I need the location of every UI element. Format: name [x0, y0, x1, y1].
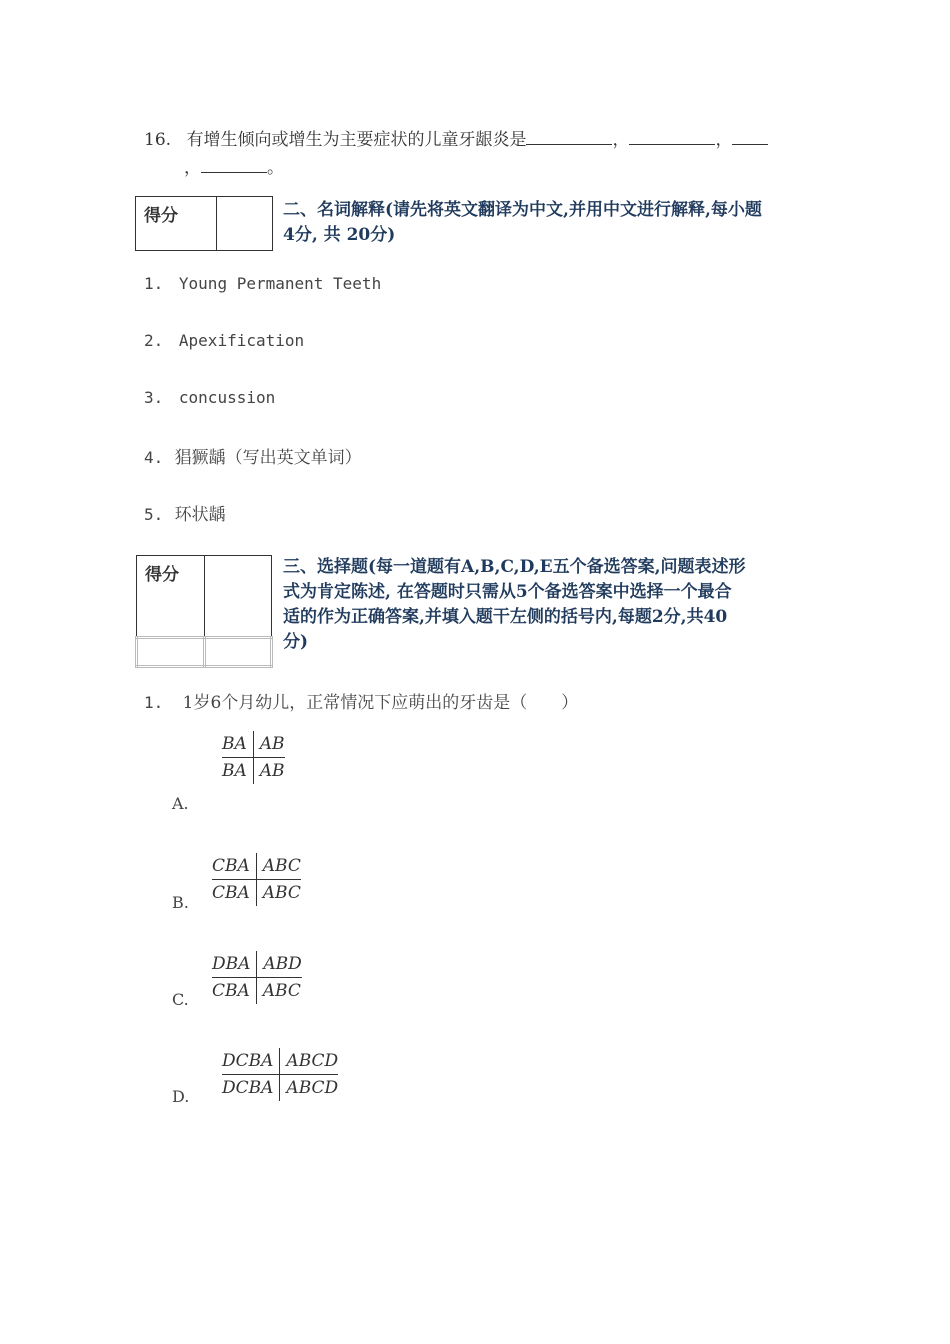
option-label-c[interactable]: C. — [172, 990, 189, 1009]
item-text: 环状龋 — [174, 505, 226, 525]
answer-blank[interactable] — [629, 126, 715, 145]
upper-left: BA — [222, 731, 254, 757]
lower-left: CBA — [212, 880, 257, 906]
tooth-notation-c — [212, 951, 302, 1004]
upper-left: CBA — [212, 853, 257, 879]
tooth-notation-b — [212, 853, 301, 906]
lower-left: DCBA — [222, 1075, 280, 1101]
score-label: 得分 — [136, 197, 217, 251]
section-title-line: 4分, 共 20分) — [283, 225, 396, 245]
mc-question-1 — [144, 688, 578, 713]
item-text: Apexification — [178, 331, 305, 350]
section-title-line: 适的作为正确答案,并填入题干左侧的括号内,每题2分,共40 — [283, 607, 728, 627]
score-cell[interactable] — [204, 556, 271, 638]
upper-right: ABCD — [286, 1051, 339, 1071]
item-number: 5. — [144, 505, 164, 524]
term-item-4 — [144, 443, 362, 468]
upper-right: ABC — [262, 856, 301, 876]
item-text: concussion — [178, 388, 276, 407]
item-number: 1. — [144, 274, 164, 293]
tooth-notation-a — [222, 731, 285, 784]
question-16 — [144, 126, 768, 153]
question-number: 16. — [144, 130, 172, 150]
section-3-title — [283, 555, 746, 655]
option-label-a[interactable]: A. — [172, 794, 189, 813]
lower-left: BA — [222, 758, 254, 784]
section-2-title — [283, 198, 762, 248]
option-label-d[interactable]: D. — [172, 1087, 190, 1106]
upper-left: DCBA — [222, 1048, 280, 1074]
answer-blank[interactable] — [732, 126, 768, 145]
score-cell[interactable] — [216, 197, 273, 251]
section-title-line: 三、选择题(每一道题有A,B,C,D,E五个备选答案,问题表述形 — [283, 557, 746, 577]
lower-right: AB — [259, 761, 285, 781]
lower-right: ABC — [262, 883, 301, 903]
upper-right: AB — [259, 734, 285, 754]
item-text: Young Permanent Teeth — [178, 274, 382, 293]
term-item-2 — [144, 331, 304, 350]
period: 。 — [267, 158, 284, 178]
section-title-line: 分) — [283, 632, 309, 652]
question-text: 1岁6个月幼儿，正常情况下应萌出的牙齿是（ ） — [182, 693, 579, 713]
section-title-line: 式为肯定陈述, 在答题时只需从5个备选答案中选择一个最合 — [283, 582, 732, 602]
score-box — [135, 196, 273, 251]
question-16-continued — [184, 154, 284, 181]
comma: ， — [612, 130, 630, 150]
tooth-notation-d — [222, 1048, 338, 1101]
upper-left: DBA — [212, 951, 257, 977]
score-cell[interactable] — [137, 638, 205, 667]
score-label: 得分 — [137, 556, 205, 638]
answer-blank[interactable] — [201, 154, 267, 173]
answer-blank[interactable] — [526, 126, 612, 145]
upper-right: ABD — [263, 954, 302, 974]
question-number: 1. — [144, 693, 164, 712]
comma: ， — [715, 130, 733, 150]
section-title-line: 二、名词解释(请先将英文翻译为中文,并用中文进行解释,每小题 — [283, 200, 762, 220]
term-item-1 — [144, 274, 381, 293]
question-text: 有增生倾向或增生为主要症状的儿童牙龈炎是 — [186, 130, 527, 150]
score-box — [135, 555, 273, 668]
lower-right: ABC — [262, 981, 301, 1001]
comma: ， — [184, 158, 201, 178]
term-item-5 — [144, 500, 226, 525]
item-number: 2. — [144, 331, 164, 350]
score-cell[interactable] — [204, 638, 271, 667]
term-item-3 — [144, 388, 275, 407]
item-number: 3. — [144, 388, 164, 407]
option-label-b[interactable]: B. — [172, 893, 189, 912]
lower-right: ABCD — [286, 1078, 339, 1098]
lower-left: CBA — [212, 978, 257, 1004]
item-text: 猖獗龋（写出英文单词） — [174, 448, 362, 468]
item-number: 4. — [144, 448, 164, 467]
